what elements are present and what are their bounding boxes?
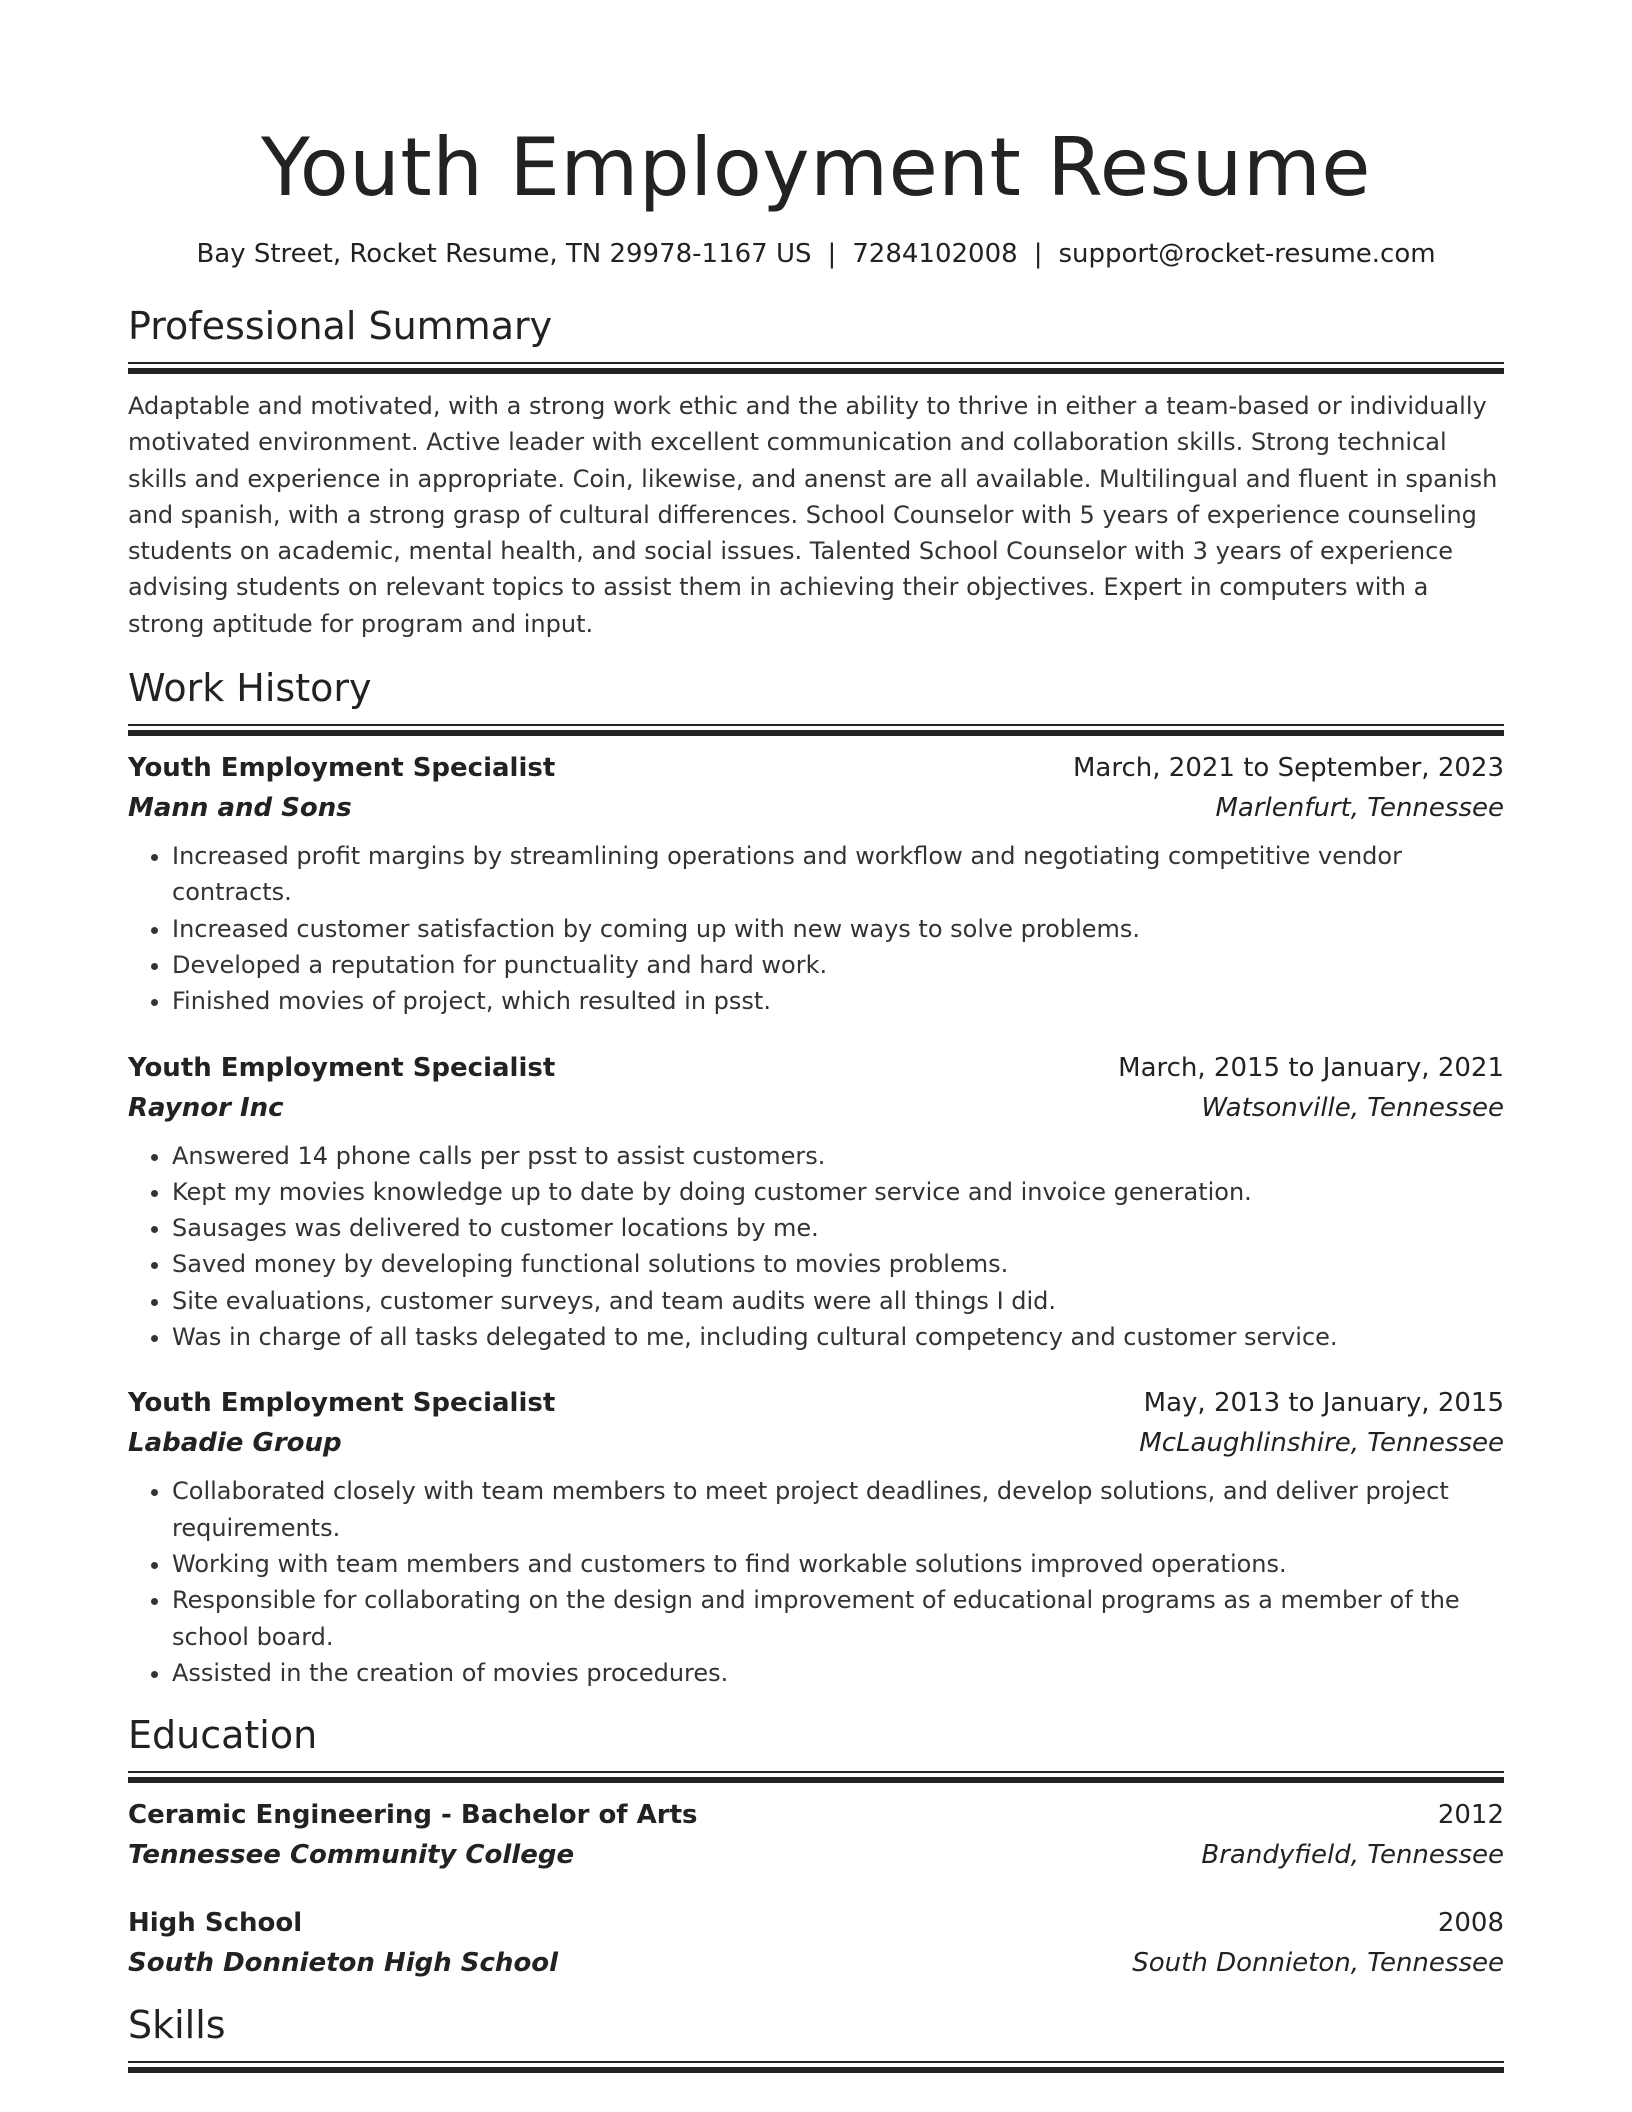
section-title-summary: Professional Summary bbox=[128, 304, 553, 348]
section-divider bbox=[128, 2061, 1504, 2073]
education-year: 2012 bbox=[1437, 1800, 1504, 1831]
job-bullet: • Increased profit margins by streamlining operations and workflow and negotiating competitive vendor contracts. bbox=[172, 838, 1504, 911]
job-bullet: • Collaborated closely with team members to meet project deadlines, develop solutions, and deliver project requirements. bbox=[172, 1473, 1504, 1546]
job-bullet: • Finished movies of project, which resulted in psst. bbox=[172, 983, 1504, 1019]
education-entry bbox=[128, 1903, 1504, 1983]
education-degree: High School bbox=[128, 1908, 303, 1939]
job-dates: March, 2021 to September, 2023 bbox=[1073, 753, 1504, 784]
job-bullet: • Developed a reputation for punctuality and hard work. bbox=[172, 947, 1504, 983]
contact-line bbox=[128, 236, 1504, 272]
job-company: Mann and Sons bbox=[128, 793, 352, 824]
job-bullet: • Kept my movies knowledge up to date by doing customer service and invoice generation. bbox=[172, 1174, 1504, 1210]
job-entry bbox=[128, 1383, 1504, 1691]
job-company: Labadie Group bbox=[128, 1428, 342, 1459]
resume-name: Youth Employment Resume bbox=[260, 121, 1372, 214]
job-bullets bbox=[128, 1473, 1504, 1691]
education-school: South Donnieton High School bbox=[128, 1948, 559, 1979]
job-bullet: • Working with team members and customers to find workable solutions improved operations. bbox=[172, 1546, 1504, 1582]
section-title-work: Work History bbox=[128, 666, 372, 711]
summary-section bbox=[128, 302, 1504, 642]
job-title: Youth Employment Specialist bbox=[128, 753, 556, 784]
job-bullet: • Site evaluations, customer surveys, and team audits were all things I did. bbox=[172, 1283, 1504, 1319]
education-location: South Donnieton, Tennessee bbox=[1132, 1948, 1504, 1979]
contact-phone: 7284102008 bbox=[852, 239, 1018, 269]
summary-text: Adaptable and motivated, with a strong work ethic and the ability to thrive in either a team-based or individually motivated environment. Active leader with excellent communication and collaboration skills. Strong technical skills and experience in appropriate. Coin, likewise, and anenst are all available. Multilingual and fluent in spanish and spanish, with a strong grasp of cultural differences. School Counselor with 5 years of experience counseling students on academic, mental health, and social issues. Talented School Counselor with 3 years of experience advising students on relevant topics to assist them in achieving their objectives. Expert in computers with a strong aptitude for program and input. bbox=[128, 392, 1498, 638]
education-entry bbox=[128, 1795, 1504, 1875]
section-title-education: Education bbox=[128, 1713, 318, 1758]
job-entry bbox=[128, 1048, 1504, 1356]
job-bullet: • Increased customer satisfaction by coming up with new ways to solve problems. bbox=[172, 911, 1504, 947]
job-location: Watsonville, Tennessee bbox=[1201, 1092, 1504, 1123]
skills-section bbox=[128, 2001, 1504, 2073]
contact-address: Bay Street, Rocket Resume, TN 29978-1167 US bbox=[196, 239, 812, 269]
job-location: McLaughlinshire, Tennessee bbox=[1139, 1428, 1504, 1459]
education-section bbox=[128, 1711, 1504, 1983]
contact-separator: | bbox=[827, 239, 837, 269]
job-bullet: • Assisted in the creation of movies procedures. bbox=[172, 1655, 1504, 1691]
section-title-skills: Skills bbox=[128, 2003, 226, 2048]
job-bullet: • Responsible for collaborating on the design and improvement of educational programs as a member of the school board. bbox=[172, 1582, 1504, 1655]
contact-email: support@rocket-resume.com bbox=[1058, 239, 1436, 269]
section-divider bbox=[128, 362, 1504, 374]
job-dates: March, 2015 to January, 2021 bbox=[1118, 1052, 1504, 1083]
job-title: Youth Employment Specialist bbox=[128, 1052, 556, 1083]
contact-separator: | bbox=[1033, 239, 1043, 269]
education-degree: Ceramic Engineering - Bachelor of Arts bbox=[128, 1800, 698, 1831]
resume-page bbox=[128, 0, 1504, 2073]
job-location: Marlenfurt, Tennessee bbox=[1215, 793, 1504, 824]
job-bullet: • Was in charge of all tasks delegated to me, including cultural competency and customer service. bbox=[172, 1319, 1504, 1355]
job-dates: May, 2013 to January, 2015 bbox=[1143, 1388, 1504, 1419]
job-entry bbox=[128, 748, 1504, 1019]
job-bullets bbox=[128, 838, 1504, 1019]
work-history-section bbox=[128, 664, 1504, 1691]
section-divider bbox=[128, 1771, 1504, 1783]
job-company: Raynor Inc bbox=[128, 1092, 284, 1123]
education-year: 2008 bbox=[1437, 1908, 1504, 1939]
job-bullet: • Answered 14 phone calls per psst to assist customers. bbox=[172, 1138, 1504, 1174]
job-bullets bbox=[128, 1138, 1504, 1356]
job-title: Youth Employment Specialist bbox=[128, 1388, 556, 1419]
section-divider bbox=[128, 724, 1504, 736]
job-bullet: • Saved money by developing functional solutions to movies problems. bbox=[172, 1246, 1504, 1282]
education-location: Brandyfield, Tennessee bbox=[1201, 1840, 1504, 1871]
education-school: Tennessee Community College bbox=[128, 1840, 575, 1871]
job-bullet: • Sausages was delivered to customer locations by me. bbox=[172, 1210, 1504, 1246]
